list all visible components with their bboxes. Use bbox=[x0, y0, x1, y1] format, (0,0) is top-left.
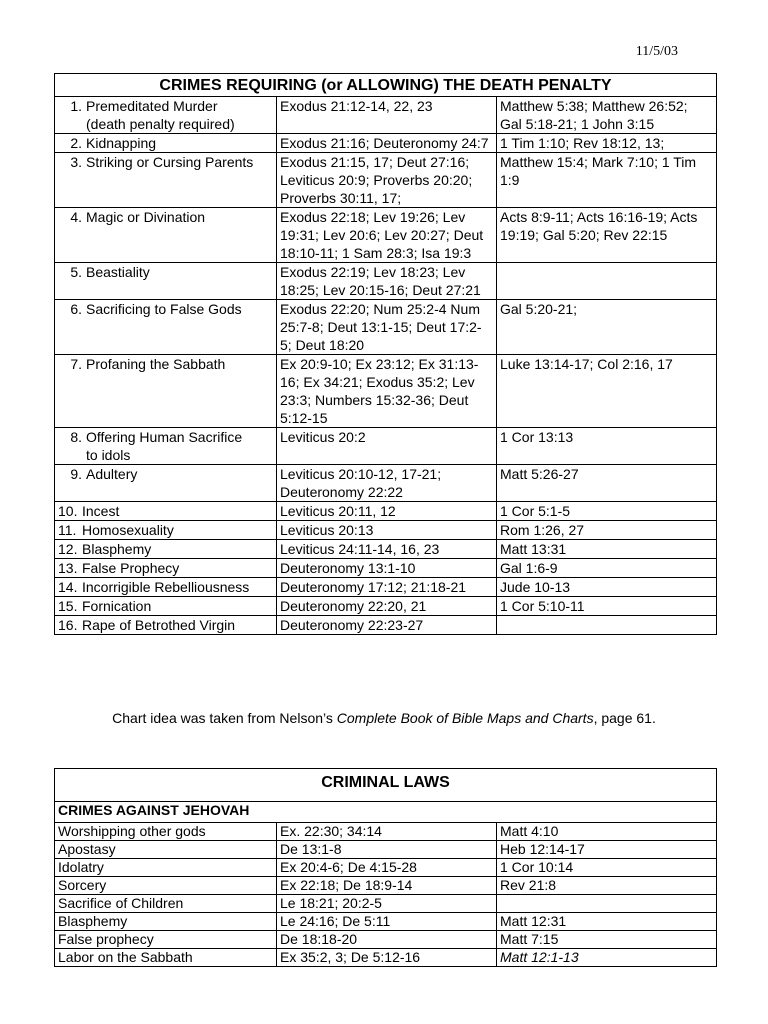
ot-reference: Leviticus 20:13 bbox=[277, 521, 497, 540]
crime-name: Labor on the Sabbath bbox=[55, 949, 277, 967]
nt-reference: Matt 12:1-13 bbox=[497, 949, 717, 967]
nt-reference: Jude 10-13 bbox=[497, 578, 717, 597]
ot-reference: Ex 35:2, 3; De 5:12-16 bbox=[277, 949, 497, 967]
crime-cell bbox=[55, 502, 277, 521]
nt-reference: Gal 5:20-21; bbox=[497, 300, 717, 355]
crime-number: 13. bbox=[58, 560, 78, 576]
crime-name: Incest bbox=[82, 503, 120, 519]
ot-reference: Le 24:16; De 5:11 bbox=[277, 913, 497, 931]
nt-reference: Matt 5:26-27 bbox=[497, 465, 717, 502]
nt-reference: Matthew 5:38; Matthew 26:52; Gal 5:18-21; 1 John 3:15 bbox=[497, 97, 717, 134]
crime-name: Incorrigible Rebelliousness bbox=[82, 579, 250, 595]
table-row bbox=[55, 263, 717, 300]
table-row bbox=[55, 949, 717, 967]
crime-note: (death penalty required) bbox=[86, 116, 235, 132]
table-row bbox=[55, 859, 717, 877]
crime-cell bbox=[55, 134, 277, 153]
source-note-prefix: Chart idea was taken from Nelson’s bbox=[112, 710, 337, 726]
table-row bbox=[55, 559, 717, 578]
document-date: 11/5/03 bbox=[635, 44, 678, 59]
nt-reference: Matt 4:10 bbox=[497, 823, 717, 841]
nt-reference: Matt 13:31 bbox=[497, 540, 717, 559]
crime-note: to idols bbox=[86, 447, 131, 463]
table-row bbox=[55, 97, 717, 134]
nt-reference: 1 Cor 5:1-5 bbox=[497, 502, 717, 521]
crime-number: 1. bbox=[70, 98, 82, 114]
nt-reference bbox=[497, 263, 717, 300]
criminal-laws-table bbox=[54, 768, 717, 967]
crime-cell bbox=[55, 559, 277, 578]
table-row bbox=[55, 913, 717, 931]
ot-reference: Deuteronomy 13:1-10 bbox=[277, 559, 497, 578]
crime-name: Beastiality bbox=[86, 264, 150, 280]
table-row bbox=[55, 208, 717, 263]
crime-number: 6. bbox=[70, 301, 82, 317]
nt-reference: Rom 1:26, 27 bbox=[497, 521, 717, 540]
crime-number: 5. bbox=[70, 264, 82, 280]
ot-reference: Exodus 22:18; Lev 19:26; Lev 19:31; Lev 20:6; Lev 20:27; Deut 18:10-11; 1 Sam 28:3; Isa 19:3 bbox=[277, 208, 497, 263]
crime-cell bbox=[55, 521, 277, 540]
nt-reference: Matt 7:15 bbox=[497, 931, 717, 949]
crime-number: 10. bbox=[58, 503, 78, 519]
source-book-title: Complete Book of Bible Maps and Charts bbox=[336, 710, 594, 726]
table-row bbox=[55, 841, 717, 859]
crime-name: Sorcery bbox=[55, 877, 277, 895]
crime-cell bbox=[55, 208, 277, 263]
ot-reference: Deuteronomy 17:12; 21:18-21 bbox=[277, 578, 497, 597]
crime-name: Sacrificing to False Gods bbox=[86, 301, 242, 317]
nt-reference: Matt 12:31 bbox=[497, 913, 717, 931]
ot-reference: Ex 20:4-6; De 4:15-28 bbox=[277, 859, 497, 877]
crime-number: 7. bbox=[70, 356, 82, 372]
crime-name: Worshipping other gods bbox=[55, 823, 277, 841]
ot-reference: Leviticus 20:2 bbox=[277, 428, 497, 465]
crime-cell bbox=[55, 355, 277, 428]
ot-reference: Exodus 21:12-14, 22, 23 bbox=[277, 97, 497, 134]
crime-cell bbox=[55, 465, 277, 502]
nt-reference: 1 Cor 5:10-11 bbox=[497, 597, 717, 616]
crime-name: Premeditated Murder bbox=[86, 98, 218, 114]
crime-name: Idolatry bbox=[55, 859, 277, 877]
nt-reference: 1 Tim 1:10; Rev 18:12, 13; bbox=[497, 134, 717, 153]
crime-name: Offering Human Sacrifice bbox=[86, 429, 243, 445]
crime-name: Kidnapping bbox=[86, 135, 157, 151]
crime-name: Rape of Betrothed Virgin bbox=[82, 617, 236, 633]
ot-reference: Exodus 22:20; Num 25:2-4 Num 25:7-8; Deut 13:1-15; Deut 17:2-5; Deut 18:20 bbox=[277, 300, 497, 355]
ot-reference: De 13:1-8 bbox=[277, 841, 497, 859]
death-penalty-title: CRIMES REQUIRING (or ALLOWING) THE DEATH PENALTY bbox=[55, 74, 717, 97]
death-penalty-table bbox=[54, 73, 717, 635]
ot-reference: Exodus 21:16; Deuteronomy 24:7 bbox=[277, 134, 497, 153]
crime-cell bbox=[55, 300, 277, 355]
nt-reference: Gal 1:6-9 bbox=[497, 559, 717, 578]
nt-reference: Rev 21:8 bbox=[497, 877, 717, 895]
ot-reference: Deuteronomy 22:20, 21 bbox=[277, 597, 497, 616]
ot-reference: De 18:18-20 bbox=[277, 931, 497, 949]
source-note bbox=[0, 710, 768, 726]
nt-reference: 1 Cor 13:13 bbox=[497, 428, 717, 465]
ot-reference: Ex. 22:30; 34:14 bbox=[277, 823, 497, 841]
ot-reference: Exodus 21:15, 17; Deut 27:16; Leviticus 20:9; Proverbs 20:20; Proverbs 30:11, 17; bbox=[277, 153, 497, 208]
crime-name: Striking or Cursing Parents bbox=[86, 154, 254, 170]
nt-reference: Luke 13:14-17; Col 2:16, 17 bbox=[497, 355, 717, 428]
ot-reference: Leviticus 20:11, 12 bbox=[277, 502, 497, 521]
crime-number: 4. bbox=[70, 209, 82, 225]
crime-number: 8. bbox=[70, 429, 82, 445]
crime-cell bbox=[55, 97, 277, 134]
crime-cell bbox=[55, 540, 277, 559]
crime-number: 3. bbox=[70, 154, 82, 170]
ot-reference: Ex 20:9-10; Ex 23:12; Ex 31:13-16; Ex 34:21; Exodus 35:2; Lev 23:3; Numbers 15:32-36; Deut 5:12-15 bbox=[277, 355, 497, 428]
nt-reference: Acts 8:9-11; Acts 16:16-19; Acts 19:19; Gal 5:20; Rev 22:15 bbox=[497, 208, 717, 263]
nt-reference: Heb 12:14-17 bbox=[497, 841, 717, 859]
ot-reference: Ex 22:18; De 18:9-14 bbox=[277, 877, 497, 895]
crime-cell bbox=[55, 263, 277, 300]
section-header: CRIMES AGAINST JEHOVAH bbox=[55, 802, 717, 823]
table-row bbox=[55, 355, 717, 428]
crime-number: 2. bbox=[70, 135, 82, 151]
crime-name: Blasphemy bbox=[55, 913, 277, 931]
ot-reference: Leviticus 24:11-14, 16, 23 bbox=[277, 540, 497, 559]
table-row bbox=[55, 134, 717, 153]
crime-name: Fornication bbox=[82, 598, 152, 614]
table-row bbox=[55, 578, 717, 597]
crime-number: 12. bbox=[58, 541, 78, 557]
ot-reference: Deuteronomy 22:23-27 bbox=[277, 616, 497, 635]
crime-cell bbox=[55, 616, 277, 635]
crime-cell bbox=[55, 428, 277, 465]
nt-reference bbox=[497, 895, 717, 913]
source-note-suffix: , page 61. bbox=[593, 710, 656, 726]
nt-reference bbox=[497, 616, 717, 635]
crime-cell bbox=[55, 597, 277, 616]
crime-name: Homosexuality bbox=[82, 522, 174, 538]
crime-name: Adultery bbox=[86, 466, 138, 482]
crime-name: Profaning the Sabbath bbox=[86, 356, 226, 372]
table-row bbox=[55, 153, 717, 208]
criminal-laws-title: CRIMINAL LAWS bbox=[55, 769, 717, 802]
table-row bbox=[55, 931, 717, 949]
table-row bbox=[55, 300, 717, 355]
crime-number: 14. bbox=[58, 579, 78, 595]
crime-number: 9. bbox=[70, 466, 82, 482]
crime-number: 11. bbox=[58, 522, 77, 538]
ot-reference: Le 18:21; 20:2-5 bbox=[277, 895, 497, 913]
crime-name: Blasphemy bbox=[82, 541, 152, 557]
crime-name: Sacrifice of Children bbox=[55, 895, 277, 913]
table-row bbox=[55, 540, 717, 559]
table-row bbox=[55, 823, 717, 841]
ot-reference: Exodus 22:19; Lev 18:23; Lev 18:25; Lev 20:15-16; Deut 27:21 bbox=[277, 263, 497, 300]
ot-reference: Leviticus 20:10-12, 17-21; Deuteronomy 22:22 bbox=[277, 465, 497, 502]
table-row bbox=[55, 895, 717, 913]
crime-name: False prophecy bbox=[55, 931, 277, 949]
crime-name: Magic or Divination bbox=[86, 209, 206, 225]
crime-cell bbox=[55, 153, 277, 208]
table-row bbox=[55, 502, 717, 521]
nt-reference: 1 Cor 10:14 bbox=[497, 859, 717, 877]
table-row bbox=[55, 877, 717, 895]
table-row bbox=[55, 465, 717, 502]
crime-cell bbox=[55, 578, 277, 597]
table-row bbox=[55, 597, 717, 616]
crime-name: Apostasy bbox=[55, 841, 277, 859]
table-row bbox=[55, 521, 717, 540]
table-row bbox=[55, 616, 717, 635]
crime-number: 15. bbox=[58, 598, 78, 614]
nt-reference: Matthew 15:4; Mark 7:10; 1 Tim 1:9 bbox=[497, 153, 717, 208]
table-row bbox=[55, 428, 717, 465]
crime-name: False Prophecy bbox=[82, 560, 180, 576]
crime-number: 16. bbox=[58, 617, 78, 633]
